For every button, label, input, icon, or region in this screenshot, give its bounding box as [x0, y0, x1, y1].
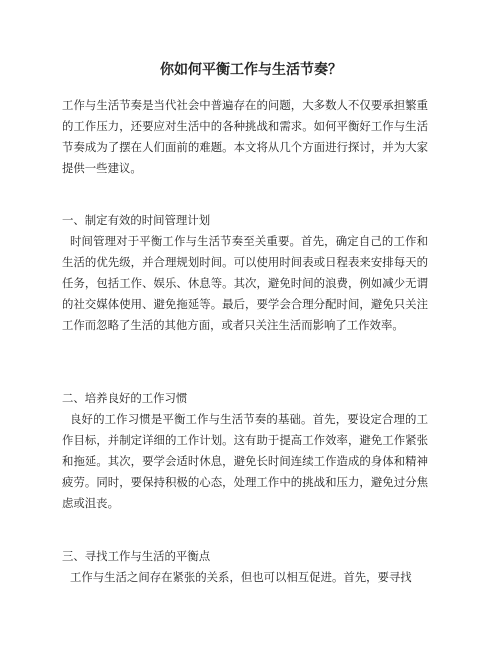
document-title: 你如何平衡工作与生活节奏？	[160, 62, 342, 78]
section-body-1: 时间管理对于平衡工作与生活节奏至关重要。首先，确定自己的工作和生活的优先级，并合理规划时间。可以使用时间表或日程表来安排每天的任务，包括工作、娱乐、休息等。其次，避免时间的浪费，例如减少无谓的社交媒体使用、避免拖延等。最后，要学会合理分配时间，避免只关注工作而忽略了生活的其他方面，或者只关注生活而影响了工作效率。	[62, 234, 428, 332]
section-body-3: 工作与生活之间存在紧张的关系，但也可以相互促进。首先，要寻找	[69, 570, 412, 584]
section-heading-1: 一、制定有效的时间管理计划	[62, 213, 211, 227]
section-heading-2: 二、培养良好的工作习惯	[62, 391, 188, 405]
section-body-2: 良好的工作习惯是平衡工作与生活节奏的基础。首先，要设定合理的工作目标，并制定详细的工作计划。这有助于提高工作效率，避免工作紧张和拖延。其次，要学会适时休息，避免长时间连续工作造成的身体和精神疲劳。同时，要保持积极的心态，处理工作中的挑战和压力，避免过分焦虑或沮丧。	[62, 412, 428, 510]
section-heading-3: 三、寻找工作与生活的平衡点	[62, 549, 211, 563]
intro-paragraph: 工作与生活节奏是当代社会中普遍存在的问题，大多数人不仅要承担繁重的工作压力，还要应对生活中的各种挑战和需求。如何平衡好工作与生活节奏成为了摆在人们面前的难题。本文将从几个方面进行探讨，并为大家提供一些建议。	[62, 98, 428, 175]
